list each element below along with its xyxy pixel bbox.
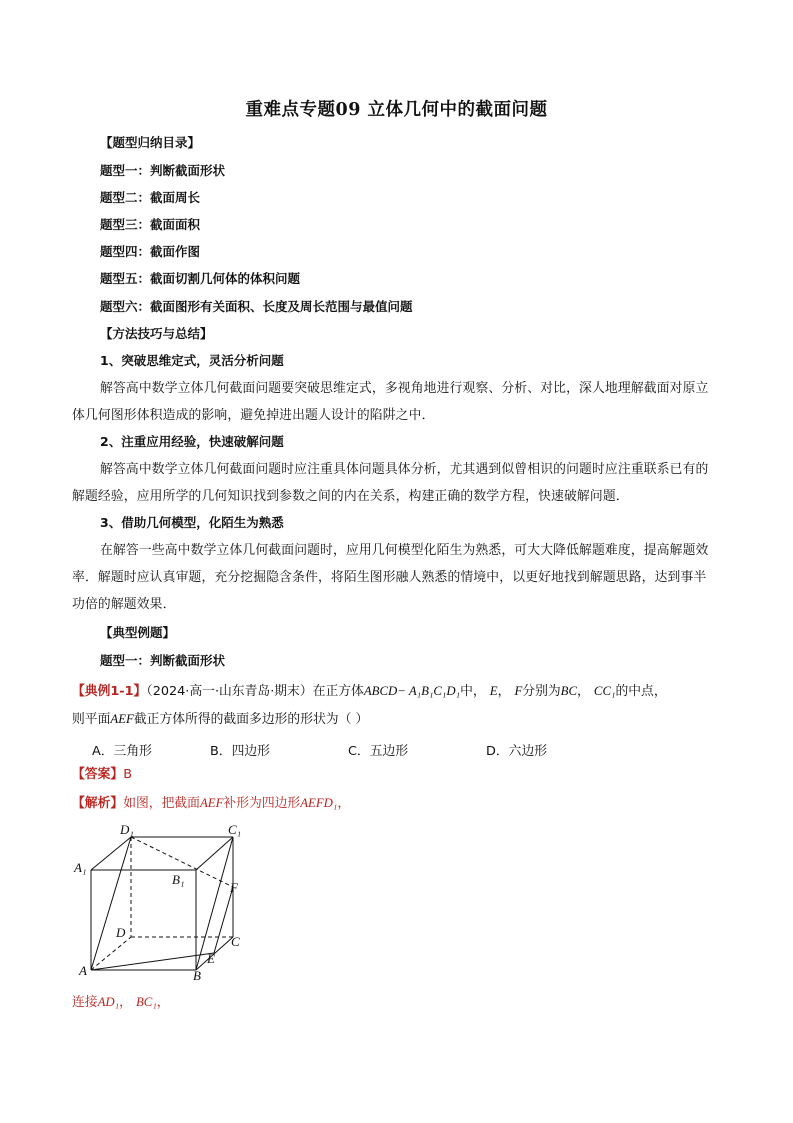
type-one-heading: 题型一：判断截面形状 xyxy=(100,653,226,668)
example-source: （2024·高一·山东青岛·期末） xyxy=(146,684,313,699)
question-text: ， xyxy=(497,684,511,699)
option-d: D．六边形 xyxy=(486,744,548,759)
answer-value: B xyxy=(123,767,132,782)
label-c1: C₁ xyxy=(228,822,242,837)
cube-figure xyxy=(70,822,260,987)
label-d: D xyxy=(116,925,126,940)
math-ad1: AD₁ xyxy=(97,995,120,1009)
math-aef: AEF xyxy=(110,712,134,726)
math-cube: ABCD− A₁B₁C₁D₁ xyxy=(363,684,461,698)
connect-text: ， xyxy=(119,995,132,1010)
page-title: 重难点专题09 立体几何中的截面问题 xyxy=(245,100,548,120)
answer-label: 【答案】 xyxy=(72,767,124,782)
analysis-line xyxy=(72,795,350,812)
toc-item-5: 题型五：截面切割几何体的体积问题 xyxy=(100,271,301,286)
toc-item-6: 题型六：截面图形有关面积、长度及周长范围与最值问题 xyxy=(100,299,413,314)
edge-a1d1 xyxy=(91,837,131,870)
question-text: 分别为 xyxy=(522,684,561,699)
question-text: 则平面 xyxy=(72,712,111,727)
option-a: A．三角形 xyxy=(92,744,152,759)
question-text: 的中点， xyxy=(615,684,667,699)
connect-text: 连接 xyxy=(72,995,98,1010)
connect-text: ， xyxy=(156,995,170,1010)
edge-b1c1 xyxy=(196,837,233,870)
label-a1: A₁ xyxy=(74,860,87,875)
question-text: 中， xyxy=(460,684,486,699)
method-1-heading: 1、突破思维定式，灵活分析问题 xyxy=(100,353,284,368)
math-aef: AEF xyxy=(199,796,224,810)
example-question-line-1 xyxy=(72,683,667,700)
analysis-text: ， xyxy=(337,796,351,811)
analysis-text: 如图，把截面 xyxy=(123,796,200,811)
math-cc1: CC₁ xyxy=(593,684,616,698)
math-bc1: BC₁ xyxy=(135,995,157,1009)
label-a: A xyxy=(79,963,87,978)
method-2-body: 解答高中数学立体几何截面问题时应注重具体问题具体分析，尤其遇到似曾相识的问题时应注重联系已有的解题经验，应用所学的几何知识找到参数之间的内在关系，构建正确的数学方程，快速破解问题． xyxy=(72,462,709,504)
example-question-line-2 xyxy=(72,711,368,728)
option-b: B．四边形 xyxy=(210,744,270,759)
method-1-body: 解答高中数学立体几何截面问题要突破思维定式，多视角地进行观察、分析、对比，深人地理解截面对原立体几何图形体积造成的影响，避免掉进出题人设计的陷阱之中． xyxy=(72,381,709,423)
math-bc: BC xyxy=(560,684,578,698)
label-b: B xyxy=(193,968,201,983)
toc-item-4: 题型四：截面作图 xyxy=(100,244,201,259)
toc-item-3: 题型三：截面面积 xyxy=(100,217,201,232)
label-c: C xyxy=(231,934,240,949)
method-3-heading: 3、借助几何模型，化陌生为熟悉 xyxy=(100,515,284,530)
connect-line xyxy=(72,994,170,1011)
label-f: F xyxy=(230,880,238,895)
answer-line xyxy=(72,767,132,783)
examples-heading: 【典型例题】 xyxy=(100,625,176,640)
example-label: 【典例1-1】 xyxy=(72,684,147,699)
segment-ad1 xyxy=(91,837,131,970)
toc-item-1: 题型一：判断截面形状 xyxy=(100,163,226,178)
math-e: E xyxy=(489,684,498,698)
math-f: F xyxy=(514,684,523,698)
question-text: 在正方体 xyxy=(312,684,364,699)
label-e: E xyxy=(207,951,215,966)
label-b1: B₁ xyxy=(172,872,185,887)
toc-heading: 【题型归纳目录】 xyxy=(100,135,201,150)
label-d1: D₁ xyxy=(120,822,134,837)
method-3-body: 在解答一些高中数学立体几何截面问题时，应用几何模型化陌生为熟悉，可大大降低解题难度，提高解题效率．解题时应认真审题，充分挖掘隐含条件，将陌生图形融人熟悉的情境中，以更好地找到解题思路，达到事半功倍的解题效果． xyxy=(72,543,709,612)
method-2-heading: 2、注重应用经验，快速破解问题 xyxy=(100,434,284,449)
question-text: 截正方体所得的截面多边形的形状为（ ） xyxy=(133,712,369,727)
analysis-text: 补形为四边形 xyxy=(223,796,301,811)
question-text: ， xyxy=(577,684,590,699)
math-aefd1: AEFD₁ xyxy=(300,796,338,810)
analysis-label: 【解析】 xyxy=(72,796,124,811)
methods-heading: 【方法技巧与总结】 xyxy=(100,326,213,341)
option-c: C．五边形 xyxy=(348,744,409,759)
toc-item-2: 题型二：截面周长 xyxy=(100,190,201,205)
